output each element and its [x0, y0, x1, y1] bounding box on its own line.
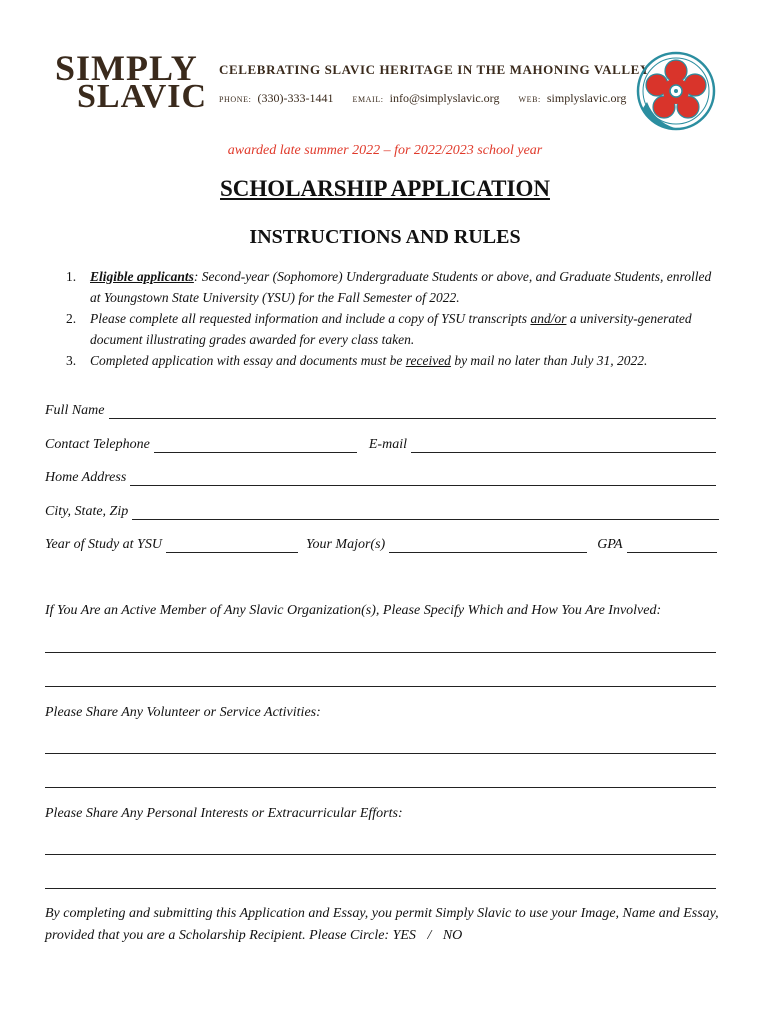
contact-telephone-field[interactable]	[154, 438, 357, 453]
flower-emblem-icon	[635, 50, 717, 132]
rule-item: 2. Please complete all requested information and include a copy of YSU transcripts and/or a university-generated document illustrating grades awarded for every class taken.	[66, 311, 692, 347]
phone-label: PHONE:	[219, 95, 252, 104]
consent-separator: /	[427, 928, 432, 943]
email-label: EMAIL:	[352, 95, 384, 104]
interests-prompt: Please Share Any Personal Interests or Extracurricular Efforts:	[45, 806, 403, 821]
contact-telephone-label: Contact Telephone	[45, 437, 150, 452]
gpa-field[interactable]	[627, 538, 717, 553]
page-title: SCHOLARSHIP APPLICATION	[220, 176, 550, 201]
email-field[interactable]	[411, 438, 716, 453]
email-address: info@simplyslavic.org	[389, 91, 500, 105]
majors-label: Your Major(s)	[305, 537, 386, 552]
year-of-study-field[interactable]	[166, 538, 298, 553]
contact-row	[45, 437, 716, 453]
rule-item: 3. Completed application with essay and documents must be received by mail no later than July 31, 2022.	[66, 353, 648, 368]
rules-list	[60, 266, 720, 371]
city-state-zip-field[interactable]	[132, 505, 719, 520]
home-address-row	[45, 470, 716, 486]
majors-field[interactable]	[389, 538, 587, 553]
slavic-orgs-prompt: If You Are an Active Member of Any Slavic Organization(s), Please Specify Which and How You Are Involved:	[45, 603, 662, 618]
year-of-study-label: Year of Study at YSU	[45, 537, 162, 552]
interests-answer-line[interactable]	[45, 887, 716, 889]
logo-line-1: SIMPLY	[55, 48, 198, 88]
web-label: WEB:	[518, 95, 541, 104]
slavic-orgs-answer-line[interactable]	[45, 651, 716, 653]
tagline: CELEBRATING SLAVIC HERITAGE IN THE MAHONING VALLEY	[219, 62, 650, 77]
volunteer-answer-line[interactable]	[45, 752, 716, 754]
contact-info	[219, 91, 642, 106]
full-name-field[interactable]	[109, 404, 717, 419]
rule-item: 1. Eligible applicants: Second-year (Sophomore) Undergraduate Students or above, and Graduate Students, enrolled at Youngstown State University (YSU) for the Fall Semester of 2022.	[66, 269, 712, 305]
simply-slavic-logo	[55, 48, 215, 115]
gpa-label: GPA	[597, 537, 623, 552]
consent-no-option[interactable]: NO	[442, 928, 463, 943]
consent-statement	[45, 903, 725, 947]
volunteer-prompt: Please Share Any Volunteer or Service Activities:	[45, 705, 321, 720]
phone-number: (330)-333-1441	[257, 91, 334, 105]
web-address: simplyslavic.org	[546, 91, 627, 105]
volunteer-answer-line[interactable]	[45, 786, 716, 788]
interests-answer-line[interactable]	[45, 853, 716, 855]
full-name-label: Full Name	[45, 403, 105, 418]
study-row	[45, 537, 717, 553]
city-state-zip-label: City, State, Zip	[45, 504, 129, 519]
home-address-label: Home Address	[45, 470, 127, 485]
home-address-field[interactable]	[130, 471, 716, 486]
consent-text: By completing and submitting this Application and Essay, you permit Simply Slavic to use your Image, Name and Essay, provided that you are a Scholarship Recipient. Please Circle:	[45, 906, 719, 943]
rule-lead: Eligible applicants	[90, 269, 194, 284]
slavic-orgs-answer-line[interactable]	[45, 685, 716, 687]
full-name-row	[45, 403, 716, 419]
award-note: awarded late summer 2022 – for 2022/2023 school year	[227, 143, 543, 158]
instructions-heading: INSTRUCTIONS AND RULES	[249, 226, 521, 248]
logo-line-2: SLAVIC	[77, 78, 208, 115]
email-label: E-mail	[368, 437, 407, 452]
consent-yes-option[interactable]: YES	[392, 928, 416, 943]
city-state-zip-row	[45, 504, 719, 520]
